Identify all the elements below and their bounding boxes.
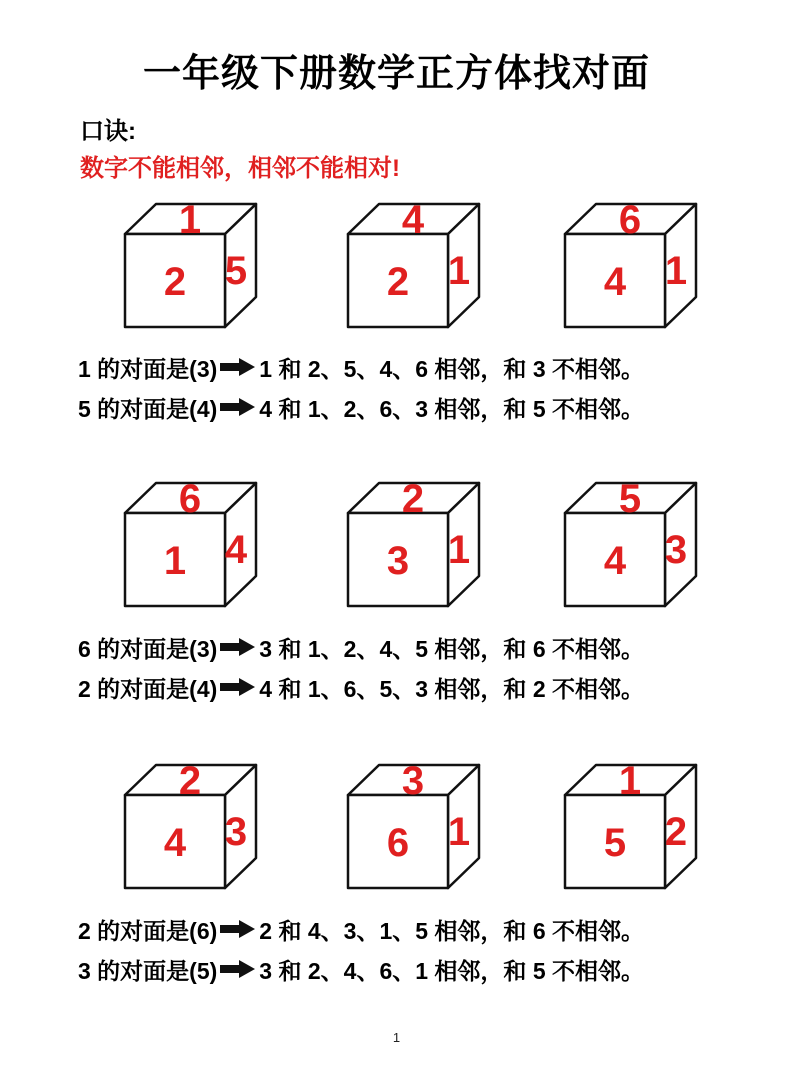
right-arrow-icon — [220, 397, 256, 417]
cube-top-number: 6 — [618, 198, 642, 242]
explanation-line — [78, 632, 644, 662]
explanation-prefix: 2 的对面是(4) — [78, 675, 218, 702]
cube-drawing — [118, 476, 266, 616]
cube-figure — [118, 758, 266, 898]
cube-top-number: 4 — [401, 198, 425, 242]
cube-figure — [341, 758, 489, 898]
page-title: 一年级下册数学正方体找对面 — [142, 53, 650, 95]
cube-figure — [341, 197, 489, 337]
explanation-rest: 2 和 4、3、1、5 相邻，和 6 不相邻。 — [259, 917, 644, 944]
cube-top-number: 3 — [401, 759, 425, 803]
cube-drawing — [341, 758, 489, 898]
cube-right-number: 2 — [664, 810, 688, 854]
cube-drawing — [118, 758, 266, 898]
explanation-rest: 3 和 1、2、4、5 相邻，和 6 不相邻。 — [259, 635, 644, 662]
cube-drawing — [341, 476, 489, 616]
explanation-prefix: 5 的对面是(4) — [78, 395, 218, 422]
cube-front-number: 5 — [603, 821, 627, 865]
cube-right-number: 1 — [447, 249, 471, 293]
cube-figure — [558, 758, 706, 898]
right-arrow-icon — [220, 357, 256, 377]
cube-figure — [118, 476, 266, 616]
cube-right-number: 1 — [447, 810, 471, 854]
cube-figure — [341, 476, 489, 616]
cube-figure — [118, 197, 266, 337]
cube-top-number: 1 — [618, 759, 642, 803]
cube-front-number: 6 — [386, 821, 410, 865]
cube-top-number: 1 — [178, 198, 202, 242]
explanation-prefix: 1 的对面是(3) — [78, 355, 218, 382]
explanation-prefix: 2 的对面是(6) — [78, 917, 218, 944]
explanation-prefix: 3 的对面是(5) — [78, 957, 218, 984]
right-arrow-icon — [220, 677, 256, 697]
explanation-rest: 4 和 1、2、6、3 相邻，和 5 不相邻。 — [259, 395, 644, 422]
page-number: 1 — [392, 1030, 401, 1045]
explanation-rest: 3 和 2、4、6、1 相邻，和 5 不相邻。 — [259, 957, 644, 984]
explanation-line — [78, 392, 644, 422]
explanation-line — [78, 672, 644, 702]
cube-top-number: 6 — [178, 477, 202, 521]
right-arrow-icon — [220, 919, 256, 939]
cube-right-number: 3 — [664, 528, 688, 572]
mnemonic-text: 数字不能相邻，相邻不能相对! — [80, 155, 400, 182]
cube-top-number: 2 — [178, 759, 202, 803]
explanation-prefix: 6 的对面是(3) — [78, 635, 218, 662]
cube-front-number: 2 — [163, 260, 187, 304]
cube-front-number: 3 — [386, 539, 410, 583]
cube-front-number: 4 — [603, 260, 627, 304]
cube-right-number: 3 — [224, 810, 248, 854]
explanation-rest: 1 和 2、5、4、6 相邻，和 3 不相邻。 — [259, 355, 644, 382]
cube-front-number: 4 — [603, 539, 627, 583]
cube-drawing — [341, 197, 489, 337]
cube-top-number: 5 — [618, 477, 642, 521]
cube-right-number: 1 — [664, 249, 688, 293]
cube-front-number: 1 — [163, 539, 187, 583]
cube-figure — [558, 476, 706, 616]
explanation-line — [78, 954, 644, 984]
explanation-line — [78, 352, 644, 382]
right-arrow-icon — [220, 637, 256, 657]
cube-drawing — [558, 476, 706, 616]
cube-drawing — [558, 758, 706, 898]
cube-top-number: 2 — [401, 477, 425, 521]
cube-right-number: 1 — [447, 528, 471, 572]
cube-drawing — [558, 197, 706, 337]
cube-right-number: 4 — [224, 528, 248, 572]
cube-front-number: 2 — [386, 260, 410, 304]
explanation-rest: 4 和 1、6、5、3 相邻，和 2 不相邻。 — [259, 675, 644, 702]
explanation-line — [78, 914, 644, 944]
right-arrow-icon — [220, 959, 256, 979]
cube-front-number: 4 — [163, 821, 187, 865]
cube-drawing — [118, 197, 266, 337]
cube-figure — [558, 197, 706, 337]
cube-right-number: 5 — [224, 249, 248, 293]
koujue-label: 口诀: — [80, 118, 136, 145]
